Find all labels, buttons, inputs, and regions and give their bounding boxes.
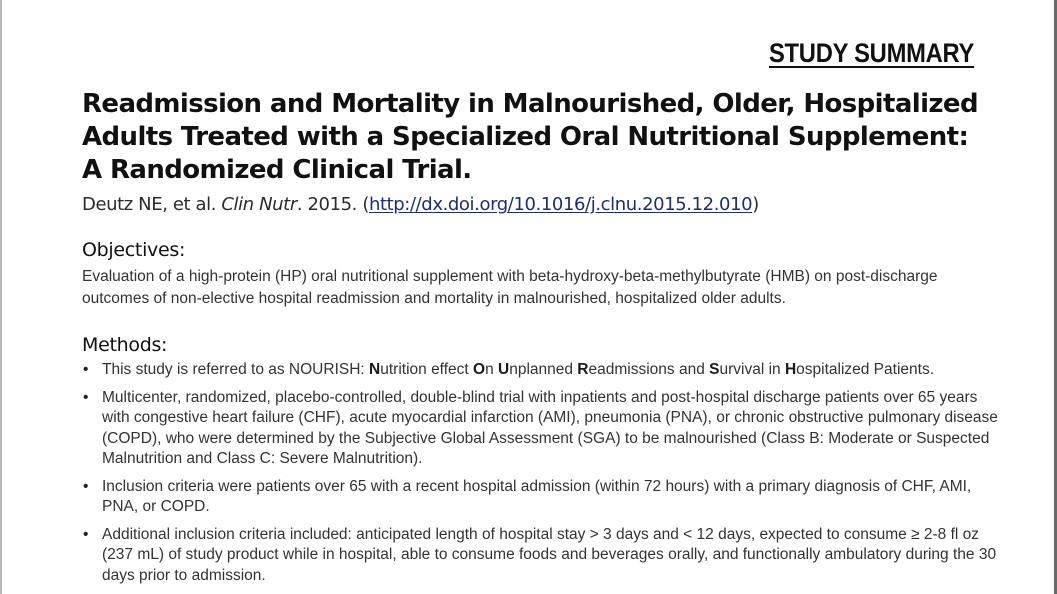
citation-journal: Clin Nutr bbox=[221, 194, 297, 215]
methods-heading: Methods: bbox=[82, 334, 168, 356]
methods-item-text: Additional inclusion criteria included: anticipated length of hospital stay > 3 days and < 12 days, expected to consume ≥ 2-8 fl oz (237 mL) of study product while in hospital, able to consume foods and beverages orally, and functionally ambulatory during the 30 days prior to admission. bbox=[102, 525, 997, 584]
citation-close-paren: ) bbox=[752, 194, 759, 215]
bullet-icon: • bbox=[83, 388, 89, 406]
acronym-word: n bbox=[485, 361, 498, 378]
article-title bbox=[82, 88, 1007, 187]
methods-item-text: Inclusion criteria were patients over 65 with a recent hospital admission (within 72 hours) with a primary diagnosis of CHF, AMI, PNA, or COPD. bbox=[102, 477, 972, 515]
study-summary-label: STUDY SUMMARY bbox=[768, 38, 974, 68]
objectives-heading: Objectives: bbox=[82, 239, 186, 261]
doi-link[interactable]: http://dx.doi.org/10.1016/j.clnu.2015.12.010 bbox=[368, 194, 753, 215]
acronym-letter: R bbox=[577, 361, 589, 378]
acronym-word: utrition effect bbox=[380, 361, 473, 378]
document-content bbox=[82, 88, 1007, 593]
citation bbox=[82, 193, 1007, 217]
acronym-word: eadmissions and bbox=[588, 361, 710, 378]
list-item bbox=[82, 525, 1007, 587]
acronym-letter: S bbox=[709, 361, 720, 378]
bullet-icon: • bbox=[83, 477, 89, 495]
title-line-1: Readmission and Mortality in Malnourished, Older, Hospitalized bbox=[82, 89, 978, 119]
citation-year: . 2015. ( bbox=[296, 194, 369, 215]
bullet-icon: • bbox=[83, 525, 89, 543]
objectives-body: Evaluation of a high-protein (HP) oral nutritional supplement with beta-hydroxy-beta-methylbutyrate (HMB) on post-discharge outcomes of non-elective hospital readmission and mortality in malnourished, hospitalized older adults. bbox=[82, 268, 938, 307]
title-line-2: Adults Treated with a Specialized Oral Nutritional Supplement: bbox=[82, 122, 969, 152]
acronym-word: ospitalized Patients. bbox=[796, 361, 934, 378]
acronym-letter: U bbox=[498, 361, 510, 378]
acronym-letter: N bbox=[369, 361, 381, 378]
acronym-word: urvival in bbox=[719, 361, 785, 378]
list-item bbox=[82, 360, 1007, 381]
bullet-icon: • bbox=[83, 361, 89, 378]
title-line-3: A Randomized Clinical Trial. bbox=[82, 155, 472, 185]
list-item bbox=[82, 477, 1007, 518]
acronym-letter: H bbox=[784, 361, 797, 378]
methods-list bbox=[82, 360, 1007, 586]
methods-item-text: Multicenter, randomized, placebo-controlled, double-blind trial with inpatients and post-hospital discharge patients over 65 years with congestive heart failure (CHF), acute myocardial infarction (AMI), pneumonia (PNA), or chronic obstructive pulmonary disease (COPD), who were determined by the Subjective Global Assessment (SGA) to be malnourished (Class B: Moderate or Suspected Malnutrition and Class C: Severe Malnutrition). bbox=[102, 388, 998, 467]
citation-authors: Deutz NE, et al. bbox=[82, 194, 222, 215]
acronym-word: nplanned bbox=[509, 361, 578, 378]
list-item bbox=[82, 388, 1007, 470]
nourish-intro: This study is referred to as NOURISH: bbox=[102, 361, 370, 378]
acronym-letter: O bbox=[473, 361, 486, 378]
